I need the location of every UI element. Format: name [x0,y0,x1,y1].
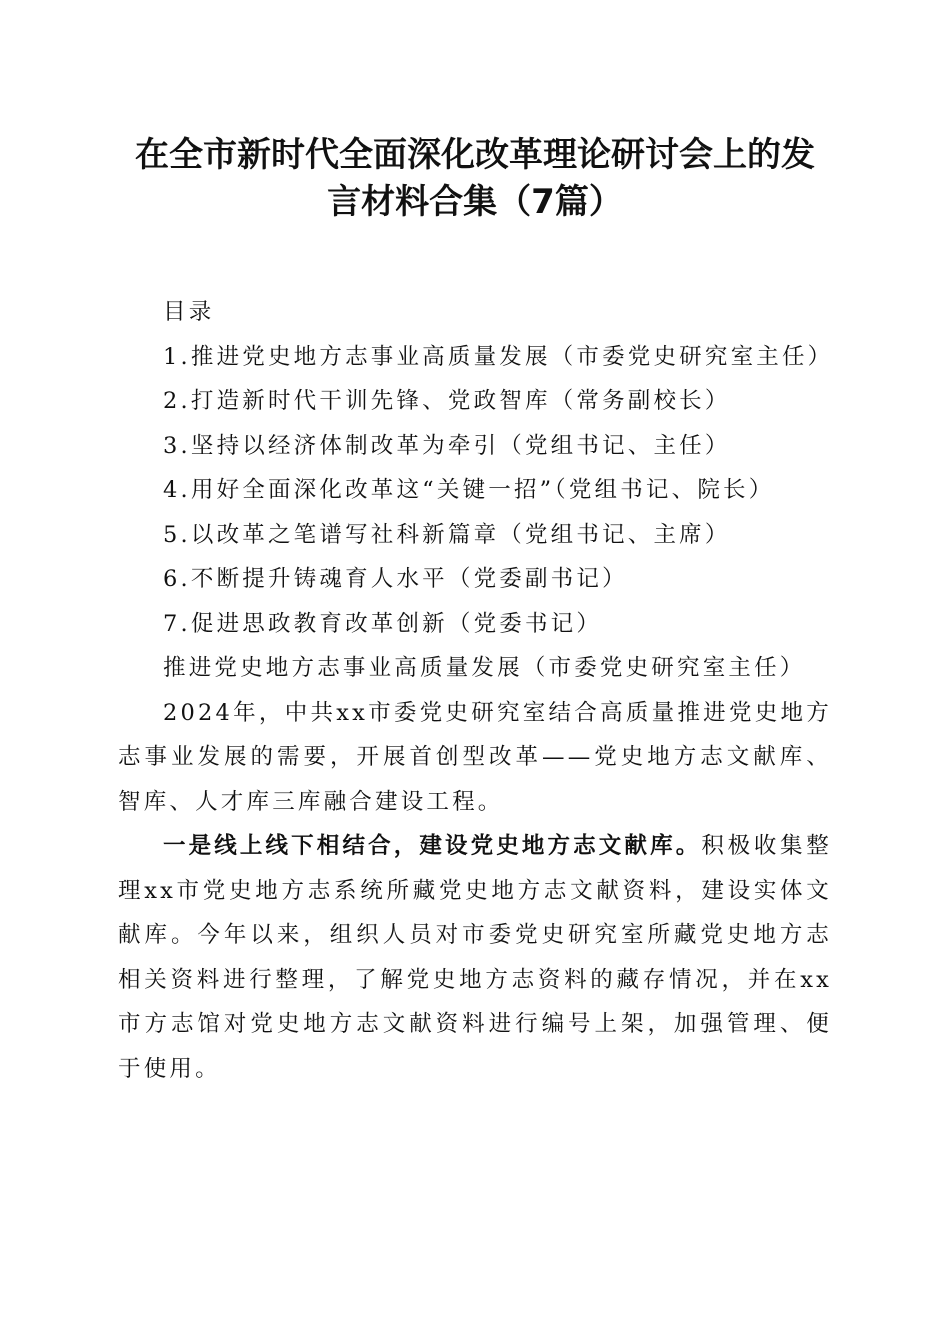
document-title [118,132,832,226]
paragraph-rest: 积极收集整理xx市党史地方志系统所藏党史地方志文献资料，建设实体文献库。今年以来，组织人员对市委党史研究室所藏党史地方志相关资料进行整理，了解党史地方志资料的藏存情况，并在xx市方志馆对党史地方志文献资料进行编号上架，加强管理、便于使用。 [118,833,832,1082]
paragraph-lead-sentence: 一是线上线下相结合，建设党史地方志文献库。 [163,833,702,859]
toc-item-1: 1.推进党史地方志事业高质量发展（市委党史研究室主任） [163,343,834,370]
paragraph-intro: 2024年，中共xx市委党史研究室结合高质量推进党史地方志事业发展的需要，开展首创型改革——党史地方志文献库、智库、人才库三库融合建设工程。 [118,699,832,815]
toc-item-7: 7.促进思政教育改革创新（党委书记） [163,610,603,637]
toc-item-4: 4.用好全面深化改革这“关键一招”（党组书记、院长） [163,477,775,503]
title-line-1: 在全市新时代全面深化改革理论研讨会上的发 [135,135,815,175]
paragraph-archive [118,824,832,1091]
toc-item-5: 5.以改革之笔谱写社科新篇章（党组书记、主席） [163,521,731,548]
toc-item-3: 3.坚持以经济体制改革为牵引（党组书记、主任） [163,432,731,459]
toc-heading: 目录 [163,299,215,325]
toc-item-6: 6.不断提升铸魂育人水平（党委副书记） [163,566,628,592]
toc-item-2: 2.打造新时代干训先锋、党政智库（常务副校长） [163,388,731,414]
title-line-2: 言材料合集（7篇） [327,182,623,222]
section-heading: 推进党史地方志事业高质量发展（市委党史研究室主任） [163,655,806,681]
document-page [118,0,832,1091]
document-body [118,290,832,1091]
